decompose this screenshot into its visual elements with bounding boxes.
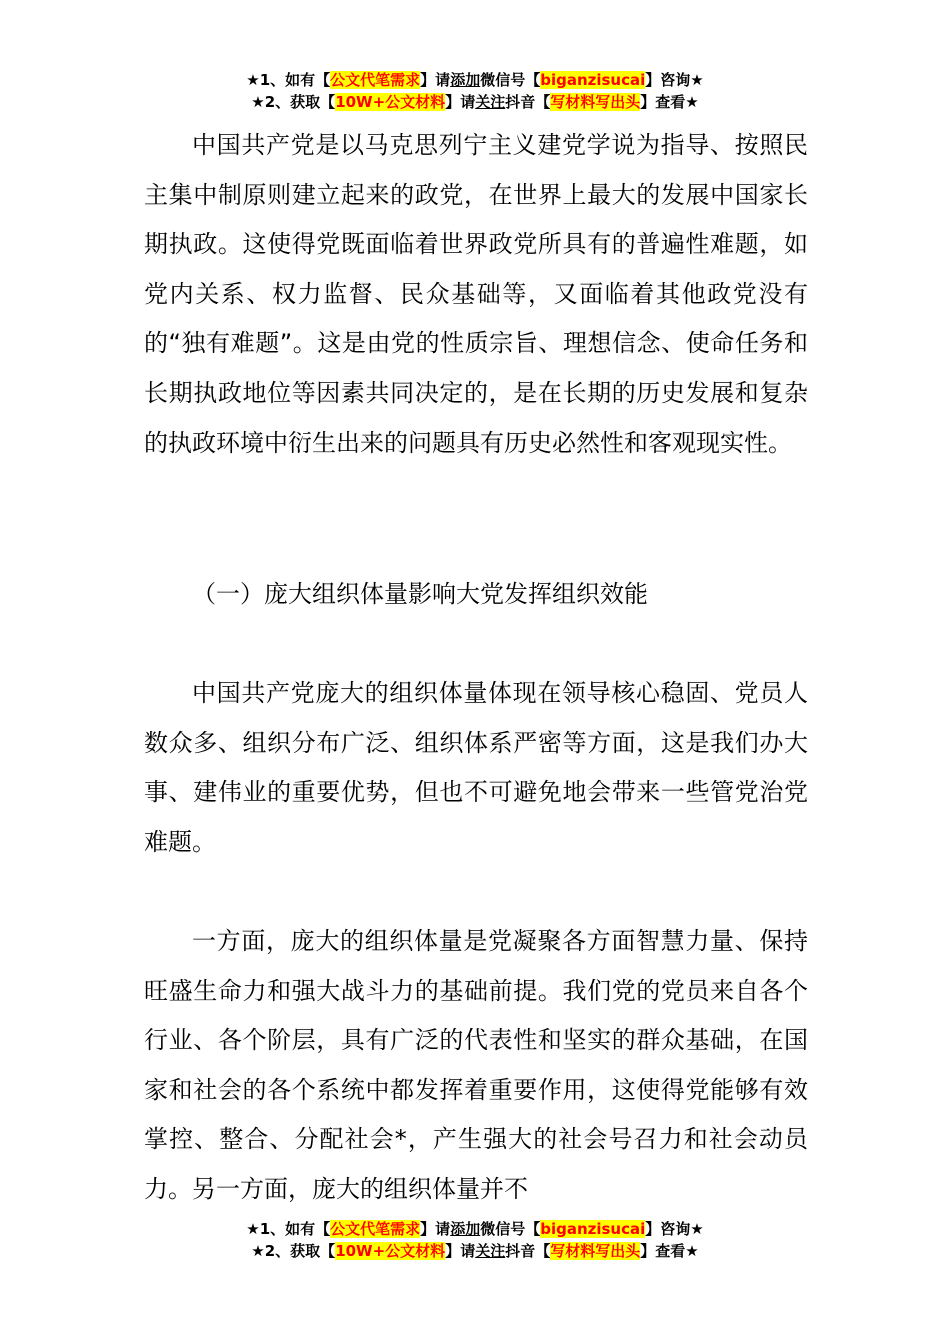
highlight-writing-service: 公文代笔需求 (330, 1220, 421, 1238)
banner-line-2: ★2、获取【10W+公文材料】请关注抖音【写材料写出头】查看★ (251, 93, 699, 111)
banner-line-1: ★1、如有【公文代笔需求】请添加微信号【biganzisucai】咨询★ (246, 71, 704, 89)
banner-line-1: ★1、如有【公文代笔需求】请添加微信号【biganzisucai】咨询★ (246, 1220, 704, 1238)
banner-line-2: ★2、获取【10W+公文材料】请关注抖音【写材料写出头】查看★ (251, 1242, 699, 1260)
section-heading: （一）庞大组织体量影响大党发挥组织效能 (192, 580, 648, 608)
footer-banner (0, 1218, 950, 1262)
highlight-wechat-id: biganzisucai (540, 71, 646, 89)
header-banner (0, 69, 950, 113)
paragraph-intro: 中国共产党是以马克思列宁主义建党学说为指导、按照民主集中制原则建立起来的政党，在世界上最大的发展中国家长期执政。这使得党既面临着世界政党所具有的普遍性难题，如党内关系、权力监督、民众基础等，又面临着其他政党没有的“独有难题”。这是由党的性质宗旨、理想信念、使命任务和长期执政地位等因素共同决定的，是在长期的历史发展和复杂的执政环境中衍生出来的问题具有历史必然性和客观现实性。 (144, 131, 808, 457)
highlight-wechat-id: biganzisucai (540, 1220, 646, 1238)
highlight-materials: 10W+公文材料 (335, 93, 446, 111)
paragraph-organization-scale: 中国共产党庞大的组织体量体现在领导核心稳固、党员人数众多、组织分布广泛、组织体系严密等方面，这是我们办大事、建伟业的重要优势，但也不可避免地会带来一些管党治党难题。 (144, 679, 808, 856)
highlight-materials: 10W+公文材料 (335, 1242, 446, 1260)
paragraph-on-one-hand: 一方面，庞大的组织体量是党凝聚各方面智慧力量、保持旺盛生命力和强大战斗力的基础前提。我们党的党员来自各个行业、各个阶层，具有广泛的代表性和坚实的群众基础，在国家和社会的各个系统中都发挥着重要作用，这使得党能够有效掌控、整合、分配社会*，产生强大的社会号召力和社会动员力。另一方面，庞大的组织体量并不 (144, 927, 808, 1203)
highlight-douyin-account: 写材料写出头 (550, 93, 641, 111)
highlight-douyin-account: 写材料写出头 (550, 1242, 641, 1260)
highlight-writing-service: 公文代笔需求 (330, 71, 421, 89)
